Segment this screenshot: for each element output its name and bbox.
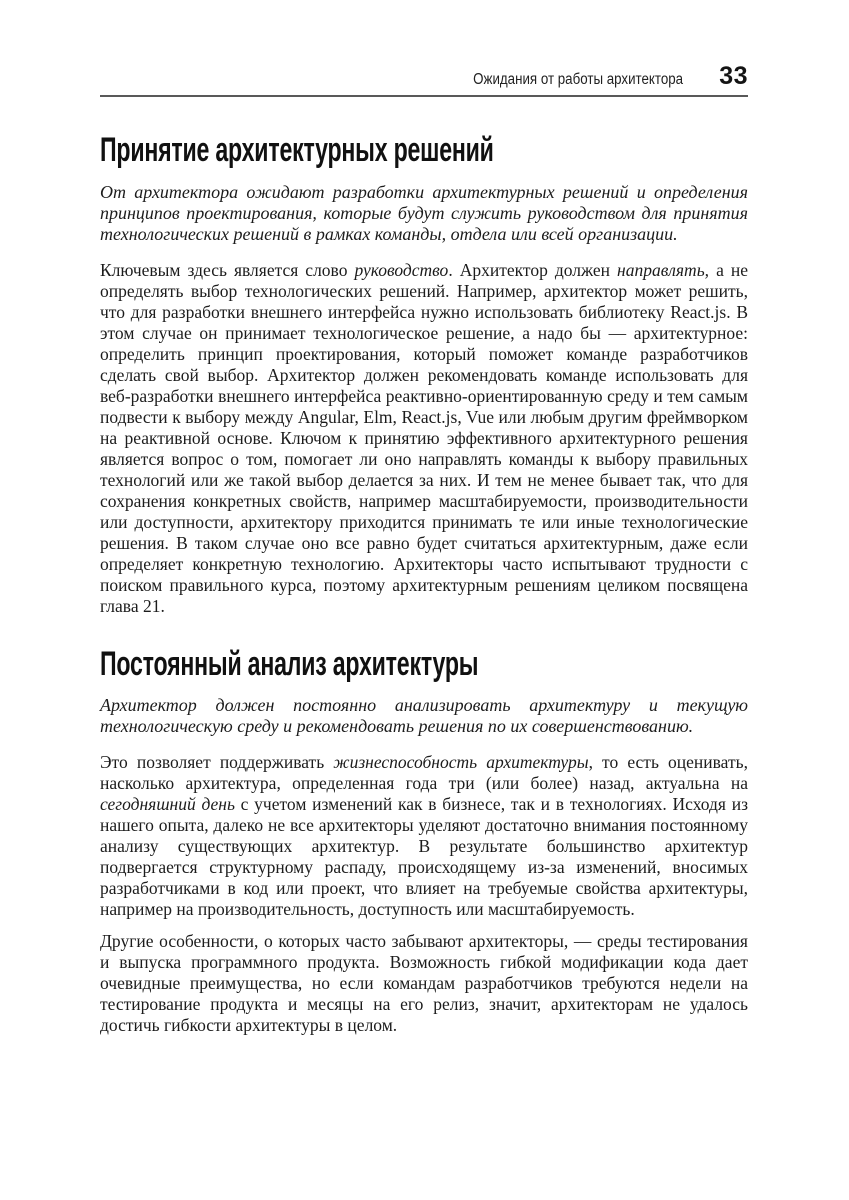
section-1-lead: От архитектора ожидают разработки архитектурных решений и определения принципов проектирования, которые будут служить руководством для принятия технологических решений в рамках команды, отдела или всей организации.: [100, 181, 748, 244]
section-2-lead: Архитектор должен постоянно анализировать архитектуру и текущую технологическую среду и рекомендовать решения по их совершенствованию.: [100, 695, 748, 737]
section-2-heading: Постоянный анализ архитектуры: [100, 644, 479, 683]
section-1-heading: Принятие архитектурных решений: [100, 131, 494, 169]
section-2-paragraph-1: Это позволяет поддерживать жизнеспособность архитектуры, то есть оценивать, насколько архитектура, определенная года три (или более) назад, актуальна на сегодняшний день с учетом изменений как в бизнесе, так и в технологиях. Исходя из нашего опыта, далеко не все архитекторы уделяют достаточно внимания постоянному анализу существующих архитектур. В результате большинство архитектур подвергается структурному распаду, происходящему из-за изменений, вносимых разработчиками в код или проект, что влияет на требуемые свойства архитектуры, например на производительность, доступность или масштабируемость.: [100, 752, 748, 920]
header-rule: [100, 95, 748, 97]
page-header: [100, 0, 748, 91]
section-1-paragraph-1: Ключевым здесь является слово руководство. Архитектор должен направлять, а не определять выбор технологических решений. Например, архитектор может решить, что для разработки внешнего интерфейса нужно использовать библиотеку React.js. В этом случае он принимает технологическое решение, а надо бы — архитектурное: определить принцип проектирования, который поможет команде разработчиков сделать свой выбор. Архитектор должен рекомендовать команде использовать для веб-разработки внешнего интерфейса реактивно-ориентированную среду и тем самым подвести к выбору между Angular, Elm, React.js, Vue или любым другим фреймворком на реактивной основе. Ключом к принятию эффективного архитектурного решения является вопрос о том, помогает ли оно направлять команды к выбору правильных технологий или же такой выбор делается за них. И тем не менее бывает так, что для сохранения конкретных свойств, например масштабируемости, производительности или доступности, архитектору приходится принимать те или иные технологические решения. В таком случае оно все равно будет считаться архитектурным, даже если определяет конкретную технологию. Архитекторы часто испытывают трудности с поиском правильного курса, поэтому архитектурным решениям целиком посвящена глава 21.: [100, 259, 748, 616]
running-header-title: Ожидания от работы архитектора: [473, 71, 684, 88]
page-number: 33: [719, 62, 748, 90]
section-2-paragraph-2: Другие особенности, о которых часто забывают архитекторы, — среды тестирования и выпуска программного продукта. Возможность гибкой модификации кода дает очевидные преимущества, но если командам разработчиков требуются недели на тестирование продукта и месяцы на его релиз, значит, архитекторам не удалось достичь гибкости архитектуры в целом.: [100, 931, 748, 1036]
